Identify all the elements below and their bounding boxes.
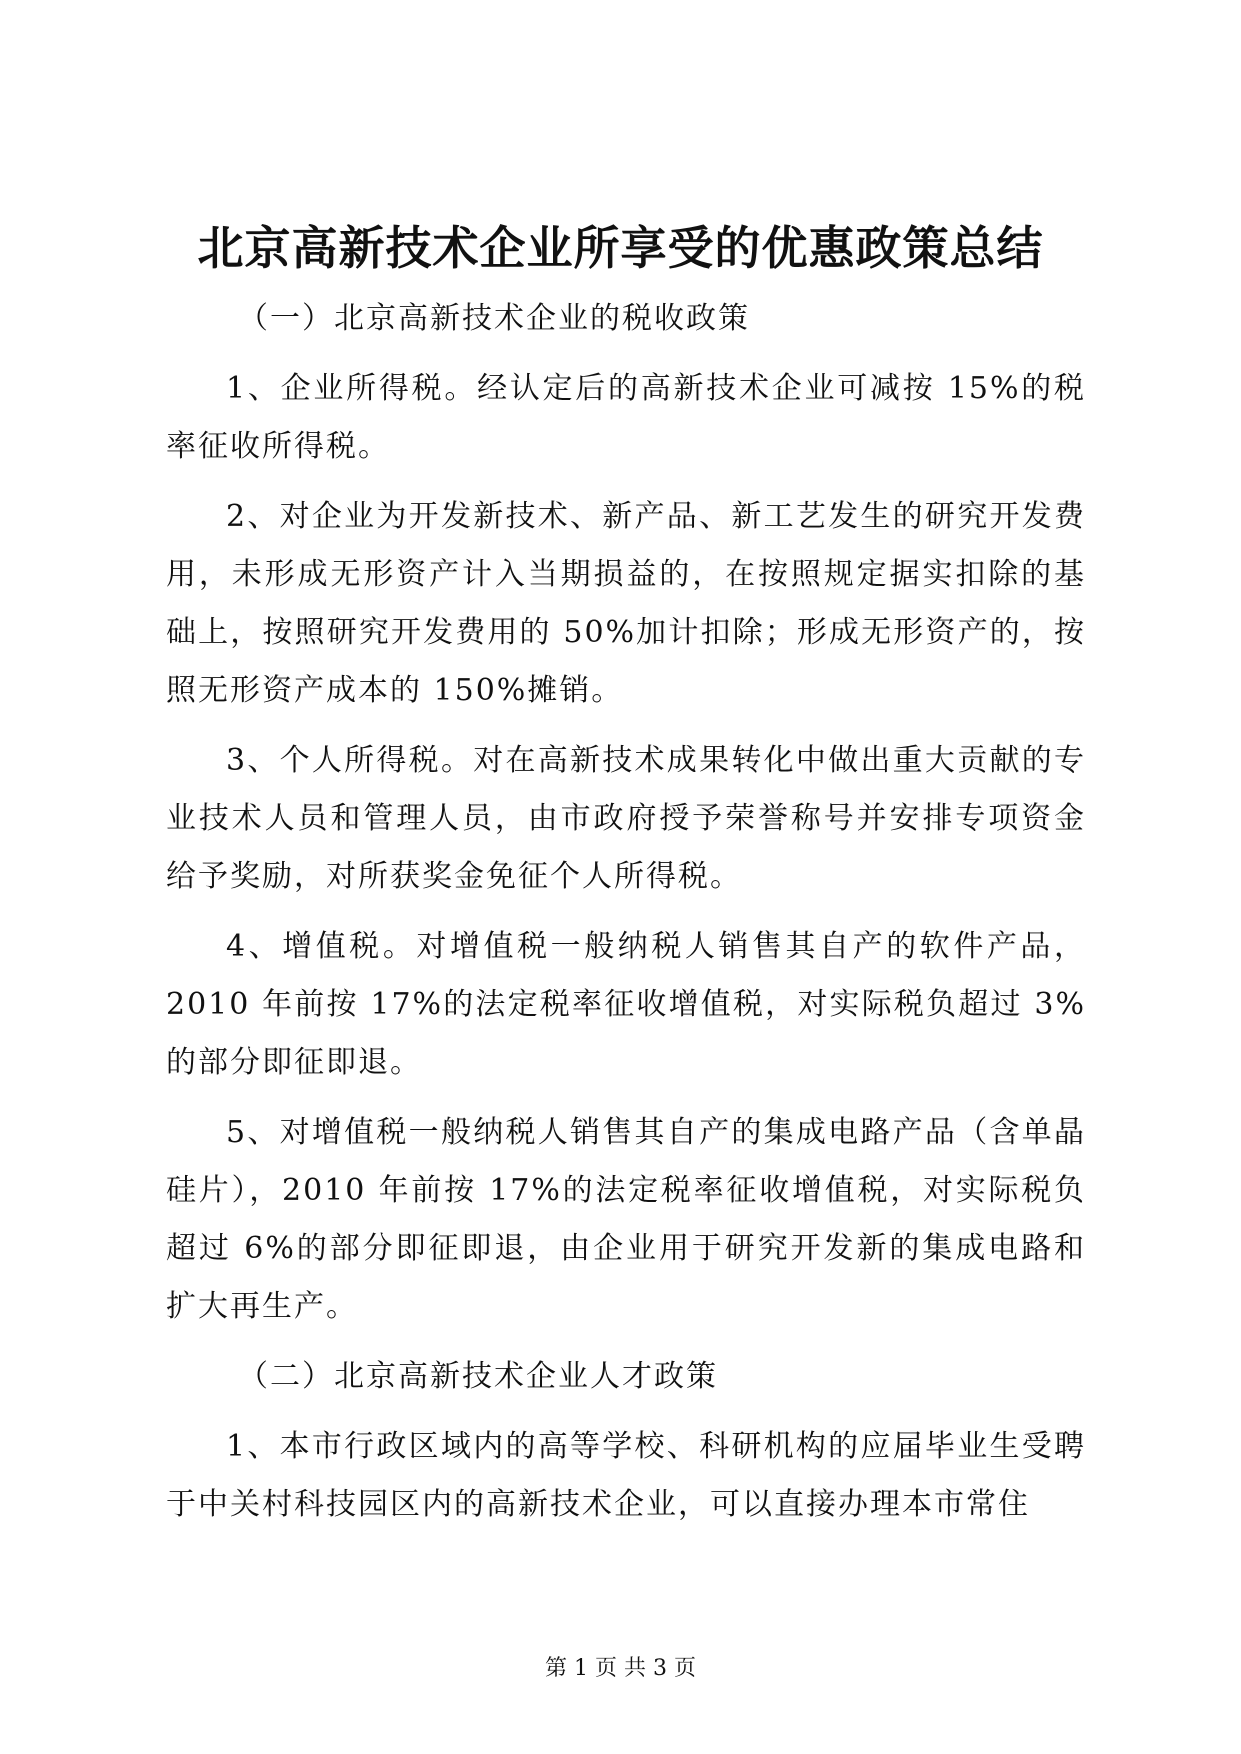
document-body xyxy=(166,290,1086,1546)
paragraph-rd-deduction: 2、对企业为开发新技术、新产品、新工艺发生的研究开发费用，未形成无形资产计入当期损益的，在按照规定据实扣除的基础上，按照研究开发费用的 50%加计扣除；形成无形资产的，按照无形资产成本的 150%摊销。 xyxy=(166,499,1086,708)
paragraph-graduate-residency: 1、本市行政区域内的高等学校、科研机构的应届毕业生受聘于中关村科技园区内的高新技术企业，可以直接办理本市常住 xyxy=(166,1429,1086,1522)
page-number-footer: 第 1 页 共 3 页 xyxy=(545,1656,696,1681)
paragraph-personal-income-tax: 3、个人所得税。对在高新技术成果转化中做出重大贡献的专业技术人员和管理人员，由市政府授予荣誉称号并安排专项资金给予奖励，对所获奖金免征个人所得税。 xyxy=(166,743,1086,894)
section-heading-tax-policy: （一）北京高新技术企业的税收政策 xyxy=(238,301,750,336)
paragraph-vat-software: 4、增值税。对增值税一般纳税人销售其自产的软件产品，2010 年前按 17%的法定税率征收增值税，对实际税负超过 3%的部分即征即退。 xyxy=(166,929,1086,1080)
section-heading-talent-policy: （二）北京高新技术企业人才政策 xyxy=(238,1359,718,1394)
paragraph-corporate-income-tax: 1、企业所得税。经认定后的高新技术企业可减按 15%的税率征收所得税。 xyxy=(166,371,1086,464)
document-title: 北京高新技术企业所享受的优惠政策总结 xyxy=(197,221,1044,275)
paragraph-vat-integrated-circuits: 5、对增值税一般纳税人销售其自产的集成电路产品（含单晶硅片），2010 年前按 17%的法定税率征收增值税，对实际税负超过 6%的部分即征即退，由企业用于研究开发新的集成电路和扩大再生产。 xyxy=(166,1115,1086,1324)
